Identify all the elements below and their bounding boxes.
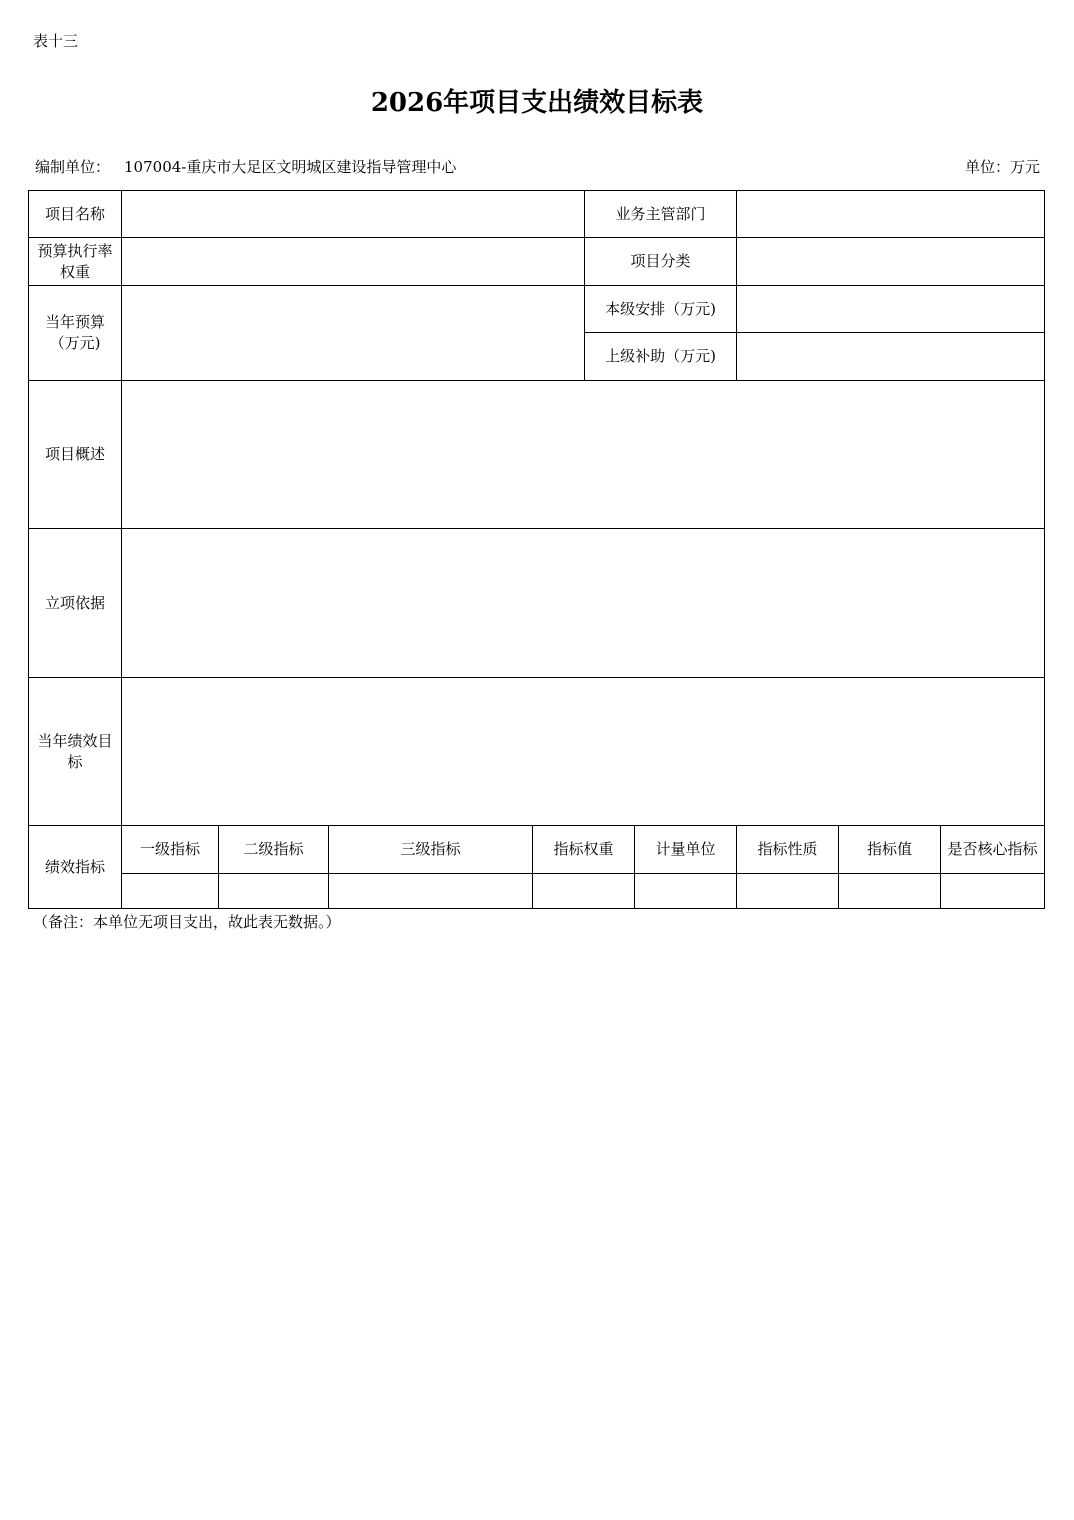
budget-rate-label: 预算执行率权重 (29, 238, 122, 286)
indicator-cell (941, 874, 1045, 909)
indicator-header: 是否核心指标 (941, 826, 1045, 874)
budget-rate-value (122, 238, 585, 286)
indicator-header: 指标权重 (533, 826, 635, 874)
indicator-cell (533, 874, 635, 909)
annual-goal-value (122, 678, 1045, 826)
overview-label: 项目概述 (29, 381, 122, 529)
local-arrange-value (737, 286, 1045, 333)
indicator-cell (329, 874, 533, 909)
project-name-label: 项目名称 (29, 191, 122, 238)
table-number: 表十三 (33, 32, 79, 50)
indicator-header: 一级指标 (122, 826, 219, 874)
annual-goal-label: 当年绩效目标 (29, 678, 122, 826)
superior-subsidy-label: 上级补助（万元) (585, 333, 737, 381)
indicator-header: 计量单位 (635, 826, 737, 874)
indicator-cell (839, 874, 941, 909)
row-overview (29, 381, 1045, 529)
current-budget-value (122, 286, 585, 381)
indicator-header: 指标性质 (737, 826, 839, 874)
row-local-arrange (29, 286, 1045, 333)
indicator-cell (122, 874, 219, 909)
basis-label: 立项依据 (29, 529, 122, 678)
project-category-value (737, 238, 1045, 286)
org-info (35, 156, 456, 177)
row-basis (29, 529, 1045, 678)
org-value: 107004-重庆市大足区文明城区建设指导管理中心 (124, 158, 457, 176)
dept-value (737, 191, 1045, 238)
indicator-header: 指标值 (839, 826, 941, 874)
local-arrange-label: 本级安排（万元) (585, 286, 737, 333)
footnote: （备注：本单位无项目支出，故此表无数据。） (33, 913, 341, 931)
current-budget-label: 当年预算（万元) (29, 286, 122, 381)
page-title: 2026年项目支出绩效目标表 (370, 88, 704, 118)
row-indicator-headers (29, 826, 1045, 874)
indicators-label: 绩效指标 (29, 826, 122, 909)
basis-value (122, 529, 1045, 678)
row-budget-rate (29, 238, 1045, 286)
indicator-cell (737, 874, 839, 909)
project-category-label: 项目分类 (585, 238, 737, 286)
indicator-cell (635, 874, 737, 909)
overview-value (122, 381, 1045, 529)
indicator-cell (219, 874, 329, 909)
dept-label: 业务主管部门 (585, 191, 737, 238)
indicator-header: 三级指标 (329, 826, 533, 874)
unit-label: 单位：万元 (964, 158, 1040, 176)
row-indicator-values (29, 874, 1045, 909)
indicator-header: 二级指标 (219, 826, 329, 874)
superior-subsidy-value (737, 333, 1045, 381)
org-label: 编制单位： (35, 158, 111, 176)
project-name-value (122, 191, 585, 238)
performance-goal-table (28, 190, 1045, 909)
row-project-name (29, 191, 1045, 238)
row-annual-goal (29, 678, 1045, 826)
